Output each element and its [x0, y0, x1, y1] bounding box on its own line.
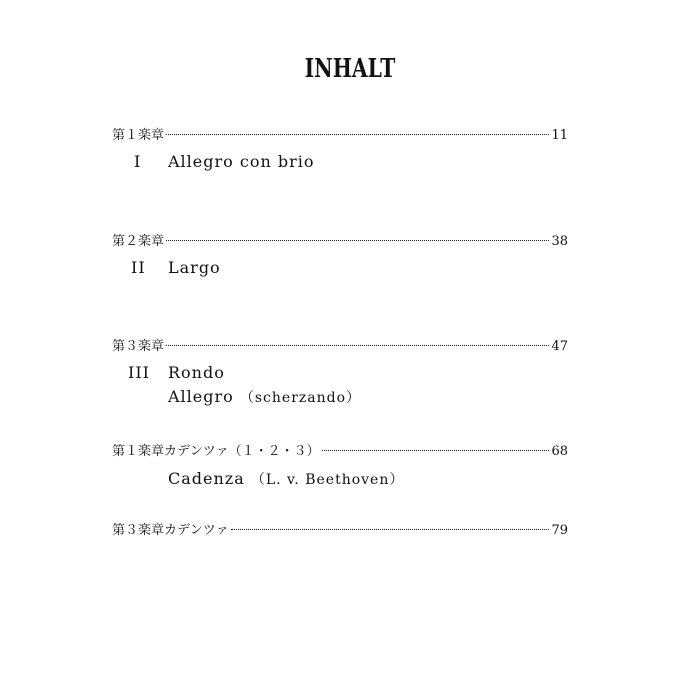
toc-entry[interactable]: [112, 519, 568, 537]
toc-entry[interactable]: [112, 335, 568, 353]
toc-entry-page: 11: [551, 128, 568, 143]
movement-tempo: [168, 387, 361, 407]
movement-title: Allegro con brio: [168, 152, 315, 171]
cadenza-text: Cadenza: [168, 469, 245, 488]
cadenza-note: （L. v. Beethoven）: [250, 472, 405, 488]
cadenza-title: [168, 469, 404, 489]
movement-numeral: II: [131, 258, 146, 277]
toc-entry[interactable]: [112, 124, 568, 142]
toc-entry[interactable]: [112, 440, 568, 458]
dot-leader: [166, 345, 549, 346]
dot-leader: [231, 529, 550, 530]
toc-entry-page: 68: [551, 444, 568, 459]
movement-numeral: III: [128, 363, 150, 382]
movement-tempo-text: Allegro: [168, 387, 234, 406]
toc-entry-label: 第３楽章カデンツァ: [112, 523, 229, 538]
dot-leader: [322, 450, 550, 451]
toc-entry-page: 47: [551, 339, 568, 354]
movement-title: Rondo: [168, 363, 225, 382]
toc-entry-label: 第３楽章: [112, 339, 165, 354]
toc-entry[interactable]: [112, 230, 568, 248]
toc-entry-label: 第２楽章: [112, 234, 165, 249]
movement-title: Largo: [168, 258, 221, 277]
dot-leader: [166, 240, 549, 241]
toc-entry-label: 第１楽章: [112, 128, 165, 143]
toc-entry-page: 38: [551, 234, 568, 249]
movement-tempo-note: （scherzando）: [239, 390, 362, 406]
page-title: INHALT: [304, 54, 396, 84]
movement-numeral: I: [134, 152, 142, 171]
toc-entry-label: 第１楽章カデンツァ（１・２・３）: [112, 444, 320, 459]
toc-entry-page: 79: [551, 523, 568, 538]
dot-leader: [166, 134, 549, 135]
